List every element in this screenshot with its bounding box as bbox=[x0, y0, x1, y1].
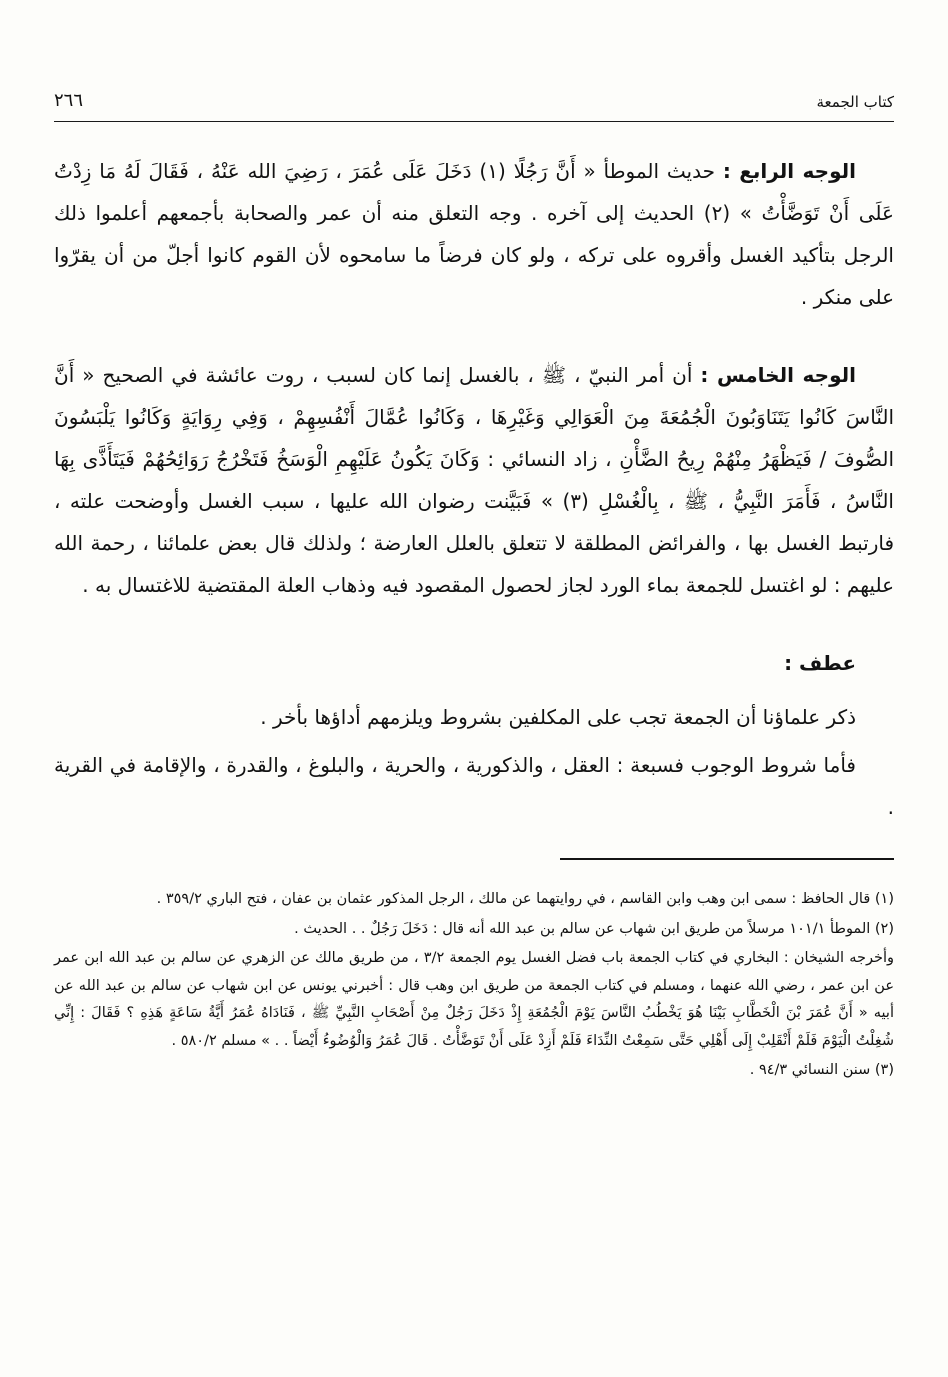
paragraph-shurut bbox=[54, 744, 894, 828]
heading-atf: عطف : bbox=[784, 651, 856, 675]
paragraph-wajh-rabi-text: حديث الموطأ « أَنَّ رَجُلًا (١) دَخَلَ عَلَى عُمَرَ ، رَضِيَ الله عَنْهُ ، فَقَالَ لَهُ مَا زِدْتُ عَلَى أَنْ تَوَضَّأْتُ » (٢) الحديث إلى آخره . وجه التعلق منه أن عمر والصحابة بأجمعهم أعلموا ذلك الرجل بتأكيد الغسل وأقروه على تركه ، ولو كان فرضاً ما سامحوه لأن القوم كانوا أجلّ من أن يقرّوا على منكر . bbox=[54, 159, 894, 309]
footnotes-section bbox=[54, 886, 894, 1085]
footnote-3: (٣) سنن النسائي ٩٤/٣ . bbox=[749, 1062, 894, 1078]
heading-wajh-khamis: الوجه الخامس : bbox=[700, 363, 856, 387]
page-header bbox=[54, 90, 894, 122]
paragraph-wajh-khamis bbox=[54, 354, 894, 606]
paragraph-shurut-text: فأما شروط الوجوب فسبعة : العقل ، والذكورية ، والحرية ، والبلوغ ، والقدرة ، والإقامة في القرية . bbox=[54, 753, 894, 819]
main-text bbox=[54, 150, 894, 828]
header-book-title: كتاب الجمعة bbox=[816, 93, 894, 111]
footnote-separator bbox=[560, 858, 894, 860]
footnote-1: (١) قال الحافظ : سمى ابن وهب وابن القاسم ، في روايتهما عن مالك ، الرجل المذكور عثمان بن عفان ، فتح الباري ٣٥٩/٢ . bbox=[156, 891, 894, 907]
heading-wajh-rabi: الوجه الرابع : bbox=[722, 159, 856, 183]
paragraph-ulama bbox=[54, 696, 894, 738]
footnote-2-part-2: وأخرجه الشيخان : البخاري في كتاب الجمعة باب فضل الغسل يوم الجمعة ٣/٢ ، من طريق مالك عن الزهري عن سالم بن عبد الله ابن عمر عن ابن عمر ، رضي الله عنهما ، ومسلم في كتاب الجمعة من طريق ابن وهب قال : أخبرني يونس عن ابن شهاب عن سالم بن عبد الله عن أبيه « أَنَّ عُمَرَ بْنَ الْخَطَّابِ بَيْنَا هُوَ يَخْطُبُ النَّاسَ يَوْمَ الْجُمُعَةِ إِذْ دَخَلَ رَجُلٌ مِنْ أَصْحَابِ النَّبِيِّ ﷺ ، فَنَادَاهُ عُمَرُ أَيَّةُ سَاعَةٍ هَذِهِ ؟ فَقَالَ : إِنِّي شُغِلْتُ الْيَوْمَ فَلَمْ أَنْقَلِبْ إِلَى أَهْلِي حَتَّى سَمِعْتُ النِّدَاءَ فَلَمْ أَزِدْ عَلَى أَنْ تَوَضَّأْتُ . قَالَ عُمَرُ وَالْوُضُوءُ أَيْضاً . . » مسلم ٥٨٠/٢ . bbox=[54, 950, 894, 1049]
page-number: ٢٦٦ bbox=[54, 90, 84, 111]
paragraph-ulama-text: ذكر علماؤنا أن الجمعة تجب على المكلفين بشروط ويلزمهم أداؤها بأخر . bbox=[260, 705, 856, 729]
paragraph-wajh-rabi bbox=[54, 150, 894, 318]
footnote-2-part-1: (٢) الموطأ ١٠١/١ مرسلاً من طريق ابن شهاب عن سالم بن عبد الله أنه قال : دَخَلَ رَجُلٌ . . الحديث . bbox=[294, 920, 894, 937]
paragraph-wajh-khamis-text: أن أمر النبيّ ، ﷺ ، بالغسل إنما كان لسبب ، روت عائشة في الصحيح « أَنَّ النَّاسَ كَانُوا يَتَنَاوَبُونَ الْجُمُعَةَ مِنَ الْعَوَالِي وَغَيْرِهَا ، وَكَانُوا عُمَّالَ أَنْفُسِهِمْ ، وَفِي رِوَايَةٍ وَكَانُوا يَلْبَسُونَ الصُّوفَ / فَيَظْهَرُ مِنْهُمْ رِيحُ الضَّأْنِ ، زاد النسائي : وَكَانَ يَكُونُ عَلَيْهِمِ الْوَسَخُ فَتَخْرُجُ رَوَائِحُهُمْ فَيَتَأَذَّى بِهَا النَّاسُ ، فَأَمَرَ النَّبِيُّ ، ﷺ ، بِالْغُسْلِ (٣) » فَبَيَّنت رضوان الله عليها ، سبب الغسل وأوضحت علته ، فارتبط الغسل بها ، والفرائض المطلقة لا تتعلق بالعلل العارضة ؛ ولذلك قال بعض علمائنا ، رحمة الله عليهم : لو اغتسل للجمعة بماء الورد لجاز لحصول المقصود فيه وذهاب العلة المقتضية للاغتسال به . bbox=[54, 363, 894, 597]
